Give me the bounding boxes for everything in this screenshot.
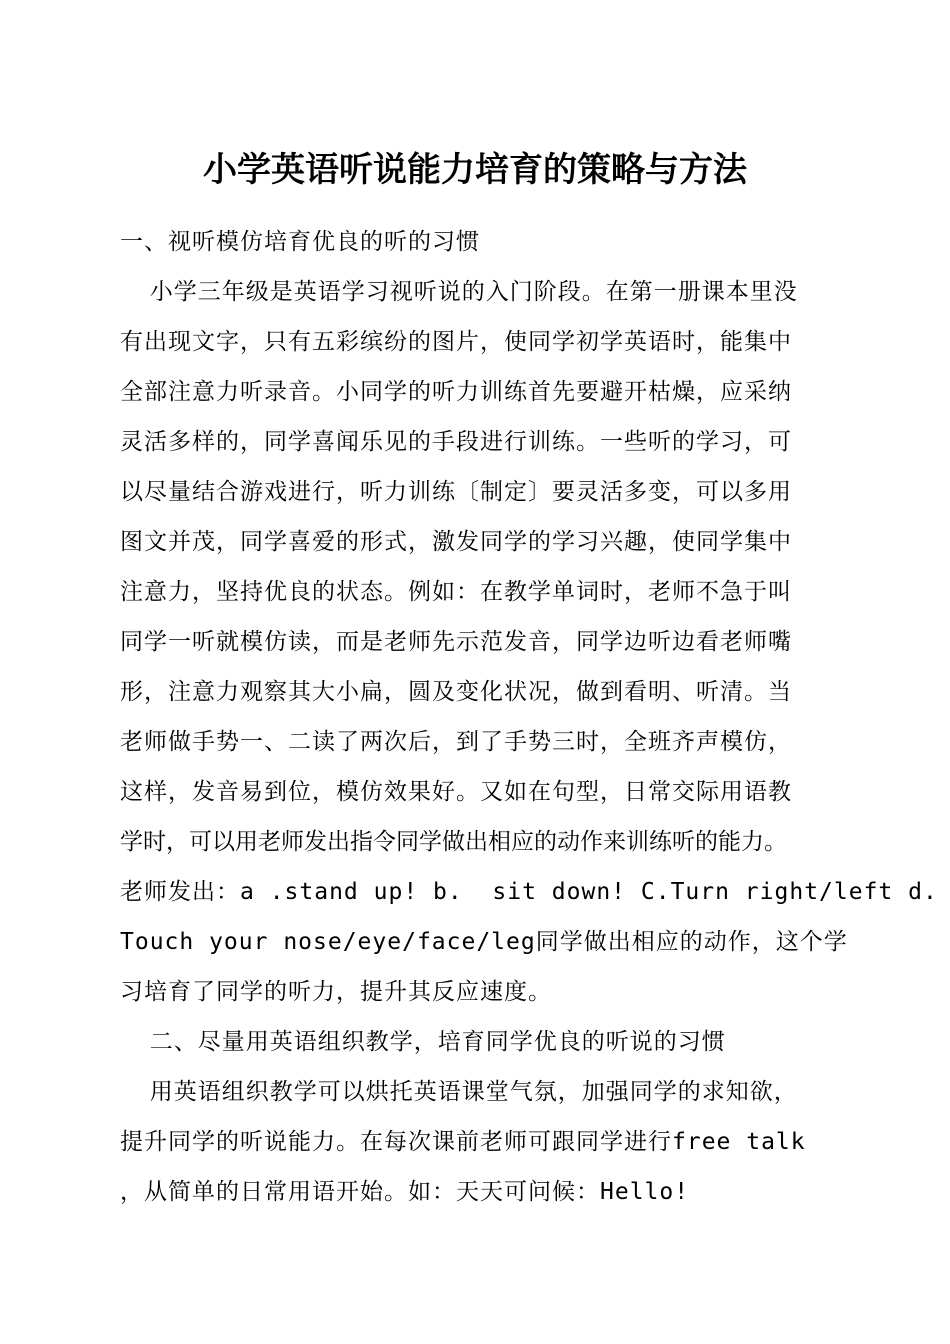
paragraph-line: 注意力，坚持优良的状态。例如：在教学单词时，老师不急于叫 [120, 579, 792, 605]
paragraph-line: 灵活多样的，同学喜闻乐见的手段进行训练。一些听的学习，可 [120, 429, 792, 455]
paragraph-line: 提升同学的听说能力。在每次课前老师可跟同学进行free talk [120, 1129, 806, 1155]
document-title: 小学英语听说能力培育的策略与方法 [203, 150, 747, 190]
paragraph-line: 老师发出：a .stand up! b. sit down! C.Turn right/left d. [120, 879, 938, 905]
paragraph-line: 小学三年级是英语学习视听说的入门阶段。在第一册课本里没 [120, 279, 798, 305]
paragraph-line: 以尽量结合游戏进行，听力训练〔制定〕要灵活多变，可以多用 [120, 479, 792, 505]
paragraph-line: 形，注意力观察其大小扁，圆及变化状况，做到看明、听清。当 [120, 679, 792, 705]
paragraph-line: 老师做手势一、二读了两次后，到了手势三时，全班齐声模仿， [120, 729, 792, 755]
paragraph-line: 习培育了同学的听力，提升其反应速度。 [120, 979, 552, 1005]
paragraph-line: 全部注意力听录音。小同学的听力训练首先要避开枯燥，应采纳 [120, 379, 792, 405]
paragraph-line: 这样，发音易到位，模仿效果好。又如在句型，日常交际用语教 [120, 779, 792, 805]
section-heading-1: 一、视听模仿培育优良的听的习惯 [120, 229, 480, 255]
paragraph-line: ，从简单的日常用语开始。如：天天可问候：Hello! [120, 1179, 690, 1205]
paragraph-line: 学时，可以用老师发出指令同学做出相应的动作来训练听的能力。 [120, 829, 787, 855]
paragraph-line: Touch your nose/eye/face/leg同学做出相应的动作，这个学 [120, 929, 848, 955]
paragraph-line: 有出现文字，只有五彩缤纷的图片，使同学初学英语时，能集中 [120, 329, 792, 355]
paragraph-line: 图文并茂，同学喜爱的形式，激发同学的学习兴趣，使同学集中 [120, 529, 792, 555]
paragraph-line: 用英语组织教学可以烘托英语课堂气氛，加强同学的求知欲， [120, 1079, 798, 1105]
section-heading-2: 二、尽量用英语组织教学，培育同学优良的听说的习惯 [120, 1029, 726, 1055]
paragraph-line: 同学一听就模仿读，而是老师先示范发音，同学边听边看老师嘴 [120, 629, 792, 655]
